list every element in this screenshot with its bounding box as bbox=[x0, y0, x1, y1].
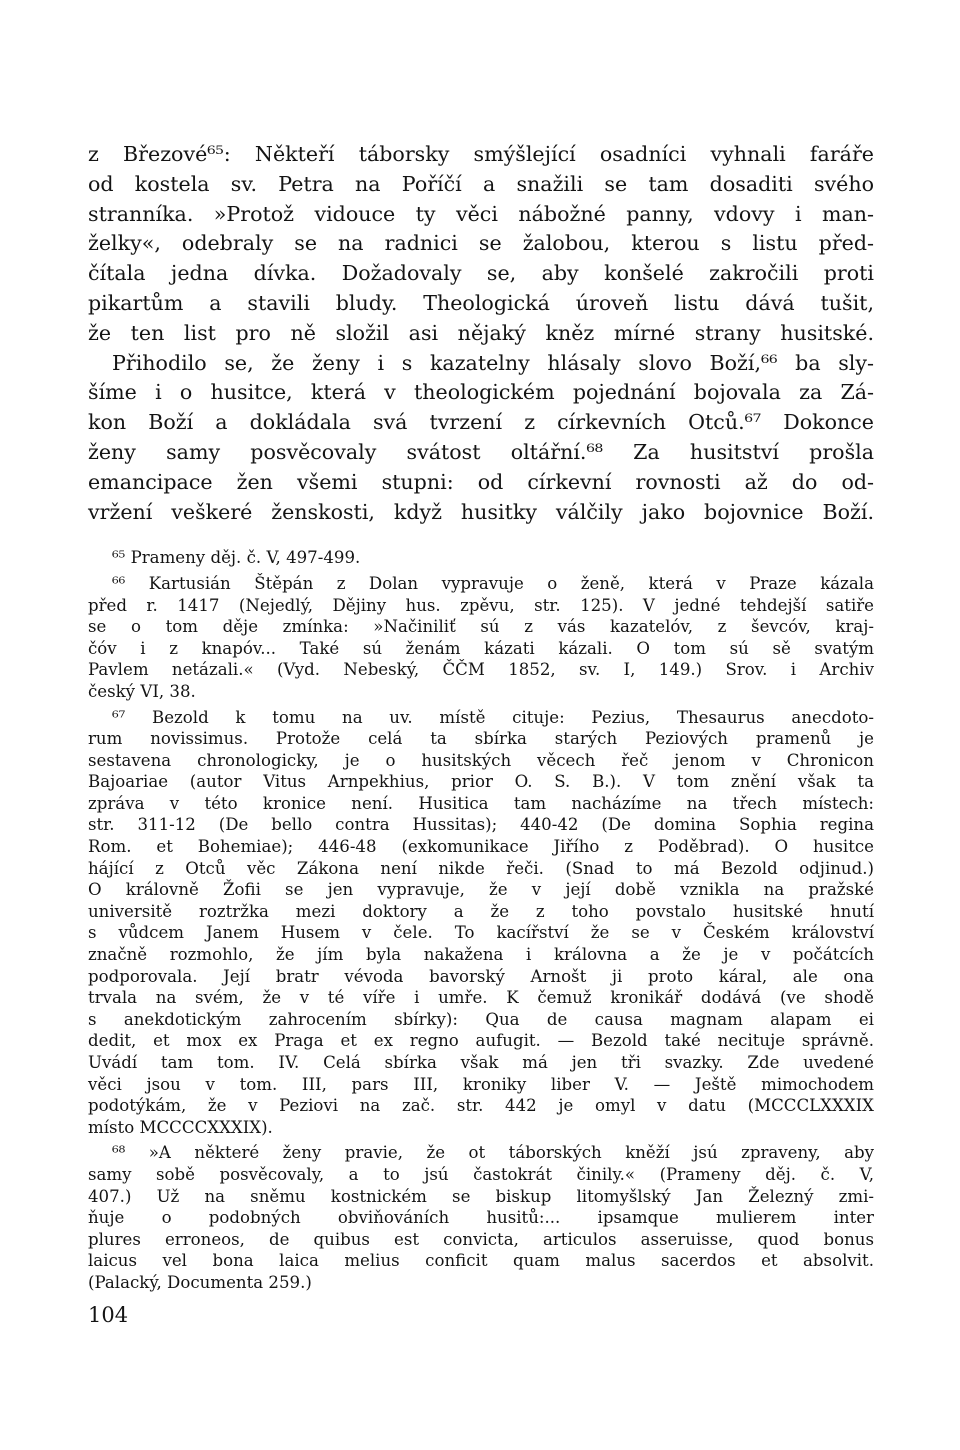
footnote-line: trvala na svém, že v té víře i umře. K čemuž kronikář dodává (ve shodě bbox=[88, 988, 874, 1008]
footnote-67 bbox=[88, 707, 874, 1139]
footnote-line: ⁶⁷ Bezold k tomu na uv. místě cituje: Pezius, Thesaurus anecdoto- bbox=[112, 707, 874, 727]
footnote-line: s anekdotickým zahrocením sbírky): Qua de causa magnam alapam ei bbox=[88, 1009, 874, 1029]
footnote-line: O královně Žofii se jen vypravuje, že v její době vznikla na pražské bbox=[88, 880, 874, 900]
footnote-line: český VI, 38. bbox=[88, 681, 196, 701]
page-content bbox=[88, 140, 874, 1298]
footnote-line: 407.) Už na sněmu kostnickém se biskup litomyšlský Jan Železný zmi- bbox=[88, 1186, 874, 1206]
footnote-line: universitě roztržka mezi doktory a že z toho povstalo husitské hnutí bbox=[88, 901, 874, 921]
footnote-line: Rom. et Bohemiae); 446-48 (exkomunikace Jiřího z Poděbrad). O husitce bbox=[88, 837, 874, 857]
footnote-line: (Palacký, Documenta 259.) bbox=[88, 1272, 312, 1292]
footnote-line: se o tom děje zmínka: »Načiniliť sú z vás kazatelóv, z ševcóv, kraj- bbox=[88, 617, 874, 637]
main-text-line: pikartům a stavili bludy. Theologická úroveň listu dává tušit, bbox=[88, 290, 874, 315]
footnote-line: věci jsou v tom. III, pars III, kroniky liber V. — Ještě mimochodem bbox=[88, 1074, 874, 1094]
footnote-line: laicus vel bona laica melius conficit quam malus sacerdos et absolvit. bbox=[88, 1251, 874, 1271]
main-text bbox=[88, 140, 874, 527]
main-text-line: kon Boží a dokládala svá tvrzení z církevních Otců.⁶⁷ Dokonce bbox=[88, 410, 874, 435]
footnote-line: Uvádí tam tom. IV. Celá sbírka však má jen tři svazky. Zde uvedené bbox=[88, 1053, 874, 1073]
footnote-line: s vůdcem Janem Husem v čele. To kacířství že se v Českém království bbox=[88, 923, 874, 943]
main-text-line: od kostela sv. Petra na Poříčí a snažili se tam dosaditi svého bbox=[88, 171, 874, 196]
footnote-line: Bajoariae (autor Vitus Arnpekhius, prior O. S. B.). V tom znění však ta bbox=[88, 772, 874, 792]
footnote-line: hájící z Otců věc Zákona není nikde řeči. (Snad to má Bezold odjinud.) bbox=[88, 858, 874, 878]
footnote-line: dedit, et mox ex Praga et ex regno aufugit. — Bezold také necituje správně. bbox=[88, 1031, 874, 1051]
footnote-line: ⁶⁵ Prameny děj. č. V, 497-499. bbox=[112, 548, 361, 568]
footnotes bbox=[88, 547, 874, 1293]
footnote-line: rum novissimus. Protože celá ta sbírka starých Peziových pramenů je bbox=[88, 729, 874, 749]
main-text-line: z Březové⁶⁵: Někteří táborsky smýšlející osadníci vyhnali faráře bbox=[88, 142, 874, 166]
main-text-line: Přihodilo se, že ženy i s kazatelny hlásaly slovo Boží,⁶⁶ ba sly- bbox=[112, 350, 874, 375]
footnote-line: podotýkám, že v Peziovi na zač. str. 442 je omyl v datu (MCCCLXXXIX bbox=[88, 1096, 874, 1116]
footnote-65 bbox=[88, 547, 874, 569]
main-text-line: stranníka. »Protož vidouce ty věci nábožné panny, vdovy i man- bbox=[88, 201, 874, 226]
main-text-line: vržení veškeré ženskosti, když husitky válčily jako bojovnice Boží. bbox=[88, 499, 874, 524]
footnote-line: samy sobě posvěcovaly, a to jsú častokrát činily.« (Prameny děj. č. V, bbox=[88, 1164, 874, 1184]
footnote-66 bbox=[88, 573, 874, 703]
footnote-line: sestavena chronologicky, je o husitských věcech řeč jenom v Chronicon bbox=[88, 750, 874, 770]
main-text-line: želky«, odebraly se na radnici se žalobou, kterou s listu před- bbox=[88, 231, 874, 256]
main-text-line: že ten list pro ně složil asi nějaký kněz mírné strany husitské. bbox=[88, 320, 874, 345]
footnote-line: značně rozmohlo, že jím byla nakažena i královna a že je v počátcích bbox=[88, 945, 874, 965]
footnote-line: podporovala. Její bratr vévoda bavorský Arnošt ji proto káral, ale ona bbox=[88, 966, 874, 986]
footnote-68 bbox=[88, 1142, 874, 1293]
main-text-line: šíme i o husitce, která v theologickém pojednání bojovala za Zá- bbox=[88, 380, 874, 405]
footnote-line: zpráva v této kronice není. Husitica tam nacházíme na třech místech: bbox=[88, 793, 874, 813]
page-number: 104 bbox=[88, 1303, 129, 1327]
footnote-line: ⁶⁸ »A některé ženy pravie, že ot táborských kněží jsú zpraveny, aby bbox=[112, 1143, 874, 1163]
footnote-line: ⁶⁶ Kartusián Štěpán z Dolan vypravuje o ženě, která v Praze kázala bbox=[112, 573, 874, 593]
footnote-line: Pavlem netázali.« (Vyd. Nebeský, ČČM 1852, sv. I, 149.) Srov. i Archiv bbox=[88, 660, 874, 680]
main-text-line: ženy samy posvěcovaly svátost oltářní.⁶⁸ Za husitství prošla bbox=[88, 439, 874, 464]
footnote-line: před r. 1417 (Nejedlý, Dějiny hus. zpěvu, str. 125). V jedné tehdejší satiře bbox=[88, 595, 874, 615]
footnote-line: ňuje o podobných obviňováních husitů:... ipsamque mulierem inter bbox=[88, 1208, 874, 1228]
main-text-line: emancipace žen všemi stupni: od církevní rovnosti až do od- bbox=[88, 469, 874, 494]
footnote-line: čóv i z knapóv... Také sú ženám kázati kázali. O tom sú sě svatým bbox=[88, 638, 874, 658]
footnote-line: str. 311-12 (De bello contra Hussitas); 440-42 (De domina Sophia regina bbox=[88, 815, 874, 835]
main-text-line: čítala jedna dívka. Dožadovaly se, aby konšelé zakročili proti bbox=[88, 261, 874, 286]
footnote-line: místo MCCCCXXXIX). bbox=[88, 1117, 273, 1137]
footnote-line: plures erroneos, de quibus est convicta, articulos asseruisse, quod bonus bbox=[88, 1229, 874, 1249]
